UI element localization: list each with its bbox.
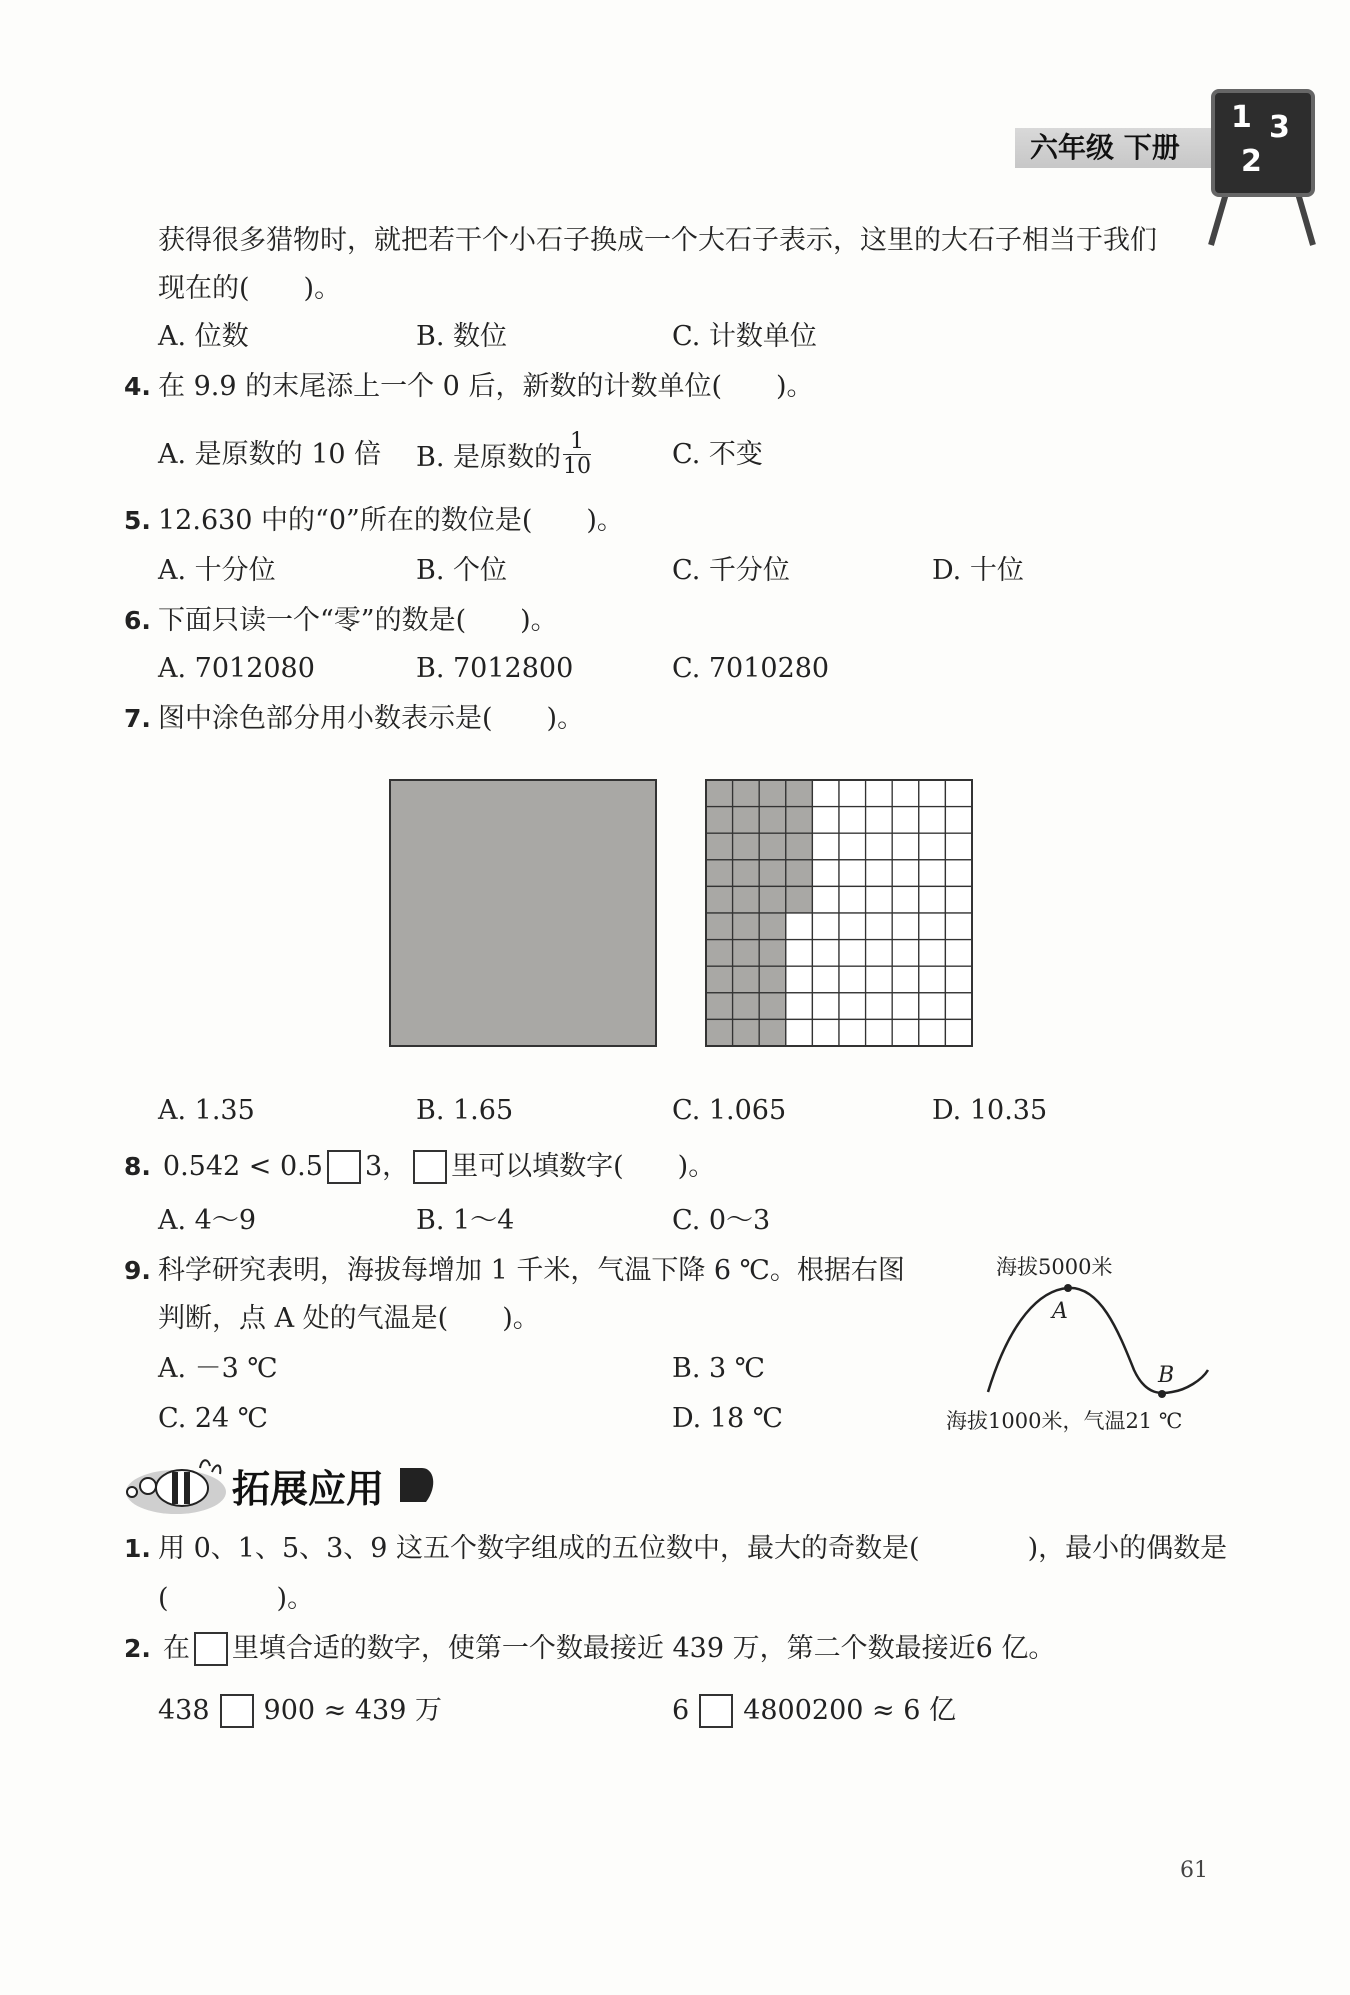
q7-figure (388, 778, 978, 1050)
grid-cell (892, 966, 919, 993)
grid-cell (866, 1019, 893, 1046)
grid-cell-shaded (706, 807, 733, 834)
altitude-figure (940, 1250, 1220, 1440)
q6-text: 下面只读一个“零”的数是( )。 (158, 605, 558, 636)
grid-cell (919, 860, 946, 887)
q4-option-b-text: B. 是原数的 (416, 441, 562, 473)
grid-cell-shaded (786, 807, 813, 834)
point-a-dot (1064, 1284, 1072, 1292)
grid-cell (812, 940, 839, 967)
grid-cell-shaded (759, 966, 786, 993)
grid-cell-shaded (759, 940, 786, 967)
grid-cell (786, 966, 813, 993)
q6-number: 6. (124, 606, 151, 635)
q8-option-b: B. 1～4 (416, 1205, 515, 1236)
grid-cell (892, 833, 919, 860)
mountain-curve (988, 1288, 1208, 1393)
e2-exp1-a: 438 (158, 1695, 210, 1726)
e1-number: 1. (124, 1534, 151, 1563)
q8-number: 8. (124, 1152, 151, 1181)
q3-line1: 获得很多猎物时，就把若干个小石子换成一个大石子表示，这里的大石子相当于我们 (158, 225, 1157, 256)
q5-option-d: D. 十位 (932, 555, 1024, 586)
grid-cell (866, 913, 893, 940)
grid-cell (945, 1019, 972, 1046)
grid-cell (839, 807, 866, 834)
section-title-tail (400, 1462, 440, 1510)
grid-cell (866, 940, 893, 967)
grid-cell (919, 993, 946, 1020)
grid-cell-shaded (706, 780, 733, 807)
grid-cell (812, 1019, 839, 1046)
grid-cell-shaded (706, 966, 733, 993)
grid-cell-shaded (786, 886, 813, 913)
grid-cell-shaded (759, 807, 786, 834)
fraction-denominator: 10 (563, 453, 592, 479)
hundred-grid (706, 780, 972, 1046)
grid-cell (866, 886, 893, 913)
logo-digit-3: 2 (1241, 144, 1262, 179)
e2-number: 2. (124, 1634, 151, 1663)
q3-option-a: A. 位数 (158, 321, 249, 352)
grid-cell (812, 886, 839, 913)
grid-cell (919, 807, 946, 834)
q5-option-c: C. 千分位 (672, 555, 790, 586)
grid-cell (945, 966, 972, 993)
grid-cell-shaded (733, 833, 760, 860)
grid-cell (945, 940, 972, 967)
q5-number: 5. (124, 506, 151, 535)
grid-cell-shaded (733, 966, 760, 993)
grid-cell-shaded (786, 833, 813, 860)
grade-label: 六年级 下册 (1030, 131, 1180, 164)
grid-cell (839, 886, 866, 913)
grid-cell-shaded (733, 993, 760, 1020)
whole-square (390, 780, 656, 1046)
e1-line2: ( )。 (158, 1583, 315, 1614)
q4-option-b (416, 420, 591, 488)
q8-part2: 3， (364, 1151, 410, 1182)
point-a-label: A (1052, 1299, 1068, 1324)
grid-cell-shaded (786, 780, 813, 807)
grid-cell (892, 993, 919, 1020)
grid-cell (892, 913, 919, 940)
grid-cell (786, 1019, 813, 1046)
e2-exp2-a: 6 (672, 1695, 690, 1726)
e2-exp2-b: 4800200 ≈ 6 亿 (743, 1695, 956, 1726)
grid-cell-shaded (733, 940, 760, 967)
grid-cell (866, 833, 893, 860)
q9-option-a: A. －3 ℃ (158, 1353, 278, 1384)
grid-cell (866, 966, 893, 993)
grid-cell (945, 807, 972, 834)
q8-part1: 0.542 < 0.5 (162, 1151, 323, 1182)
grid-cell (786, 913, 813, 940)
q6-option-c: C. 7010280 (672, 653, 830, 684)
q6-option-b: B. 7012800 (416, 653, 574, 684)
grid-cell (945, 780, 972, 807)
grid-cell-shaded (733, 780, 760, 807)
grid-cell (786, 993, 813, 1020)
grid-cell (945, 833, 972, 860)
e2-expression-2 (672, 1694, 956, 1728)
grid-cell (839, 1019, 866, 1046)
point-b-label: B (1158, 1363, 1175, 1388)
grid-cell-shaded (759, 860, 786, 887)
grid-cell (919, 966, 946, 993)
grid-cell (892, 860, 919, 887)
grid-cell (812, 780, 839, 807)
e2-text-b: 里填合适的数字，使第一个数最接近 439 万，第二个数最接近6 亿。 (231, 1633, 1056, 1664)
q8-option-c: C. 0～3 (672, 1205, 771, 1236)
q7-option-b: B. 1.65 (416, 1095, 514, 1126)
grid-cell (839, 966, 866, 993)
answer-box[interactable] (699, 1694, 733, 1728)
q7-option-c: C. 1.065 (672, 1095, 787, 1126)
grid-cell (812, 833, 839, 860)
grid-cell-shaded (706, 886, 733, 913)
grid-cell (919, 833, 946, 860)
q7-option-d: D. 10.35 (932, 1095, 1048, 1126)
q9-line1: 科学研究表明，海拔每增加 1 千米，气温下降 6 ℃。根据右图 (158, 1255, 905, 1286)
q8-line (124, 1150, 715, 1184)
e1-line1: 用 0、1、5、3、9 这五个数字组成的五位数中，最大的奇数是( )，最小的偶数是 (158, 1533, 1228, 1564)
grid-cell (945, 886, 972, 913)
q8-option-a: A. 4～9 (158, 1205, 257, 1236)
grid-cell-shaded (733, 886, 760, 913)
grid-cell-shaded (706, 1019, 733, 1046)
grid-cell (839, 993, 866, 1020)
q4-number: 4. (124, 372, 151, 401)
grid-cell-shaded (706, 860, 733, 887)
grid-cell (866, 807, 893, 834)
q4-option-c: C. 不变 (672, 439, 763, 470)
logo-digit-2: 3 (1269, 110, 1290, 145)
grid-cell (866, 780, 893, 807)
q5-text: 12.630 中的“0”所在的数位是( )。 (158, 505, 624, 536)
grid-cell (919, 913, 946, 940)
grid-cell-shaded (706, 940, 733, 967)
grid-cell (919, 780, 946, 807)
q8-part3: 里可以填数字( )。 (451, 1151, 716, 1182)
e2-text-a: 在 (162, 1633, 190, 1664)
point-b-dot (1158, 1390, 1166, 1398)
q5-option-a: A. 十分位 (158, 555, 276, 586)
grid-cell (839, 940, 866, 967)
q9-option-b: B. 3 ℃ (672, 1353, 765, 1384)
grid-cell-shaded (759, 993, 786, 1020)
chalkboard-logo (1205, 85, 1325, 255)
grid-cell (866, 993, 893, 1020)
grid-cell (892, 886, 919, 913)
e2-line (124, 1632, 1055, 1666)
q4-option-a: A. 是原数的 10 倍 (158, 439, 382, 470)
grid-cell-shaded (706, 993, 733, 1020)
q5-option-b: B. 个位 (416, 555, 508, 586)
answer-box[interactable] (220, 1694, 254, 1728)
q7-option-a: A. 1.35 (158, 1095, 255, 1126)
answer-box[interactable] (327, 1150, 361, 1184)
grid-cell (839, 860, 866, 887)
grid-cell-shaded (706, 833, 733, 860)
q6-option-a: A. 7012080 (158, 653, 315, 684)
grid-cell-shaded (733, 860, 760, 887)
grid-cell (919, 940, 946, 967)
q3-option-c: C. 计数单位 (672, 321, 817, 352)
grid-cell (945, 860, 972, 887)
grid-cell (812, 993, 839, 1020)
q7-text: 图中涂色部分用小数表示是( )。 (158, 703, 585, 734)
logo-digit-1: 1 (1231, 100, 1252, 135)
grid-cell (919, 886, 946, 913)
q3-line2: 现在的( )。 (158, 273, 342, 304)
answer-box[interactable] (194, 1632, 228, 1666)
grid-cell (866, 860, 893, 887)
grid-cell (839, 833, 866, 860)
q9-number: 9. (124, 1256, 151, 1285)
grid-cell (786, 940, 813, 967)
q9-line2: 判断，点 A 处的气温是( )。 (158, 1303, 540, 1334)
grid-cell-shaded (733, 1019, 760, 1046)
fraction (563, 430, 591, 479)
bottom-altitude-label: 海拔1000米，气温21 ℃ (946, 1409, 1183, 1433)
grid-cell-shaded (759, 913, 786, 940)
grid-cell-shaded (706, 913, 733, 940)
q7-number: 7. (124, 704, 151, 733)
grid-cell (945, 993, 972, 1020)
page-number: 61 (1180, 1858, 1208, 1883)
grid-cell (892, 940, 919, 967)
top-altitude-label: 海拔5000米 (996, 1255, 1113, 1279)
e2-expression-1 (158, 1694, 442, 1728)
fraction-numerator: 1 (570, 428, 585, 454)
grid-cell (812, 966, 839, 993)
grid-cell (812, 860, 839, 887)
grid-cell (892, 1019, 919, 1046)
grid-cell (892, 780, 919, 807)
q3-option-b: B. 数位 (416, 321, 508, 352)
grid-cell-shaded (759, 780, 786, 807)
grid-cell (812, 807, 839, 834)
e2-exp1-b: 900 ≈ 439 万 (263, 1695, 442, 1726)
q4-text: 在 9.9 的末尾添上一个 0 后，新数的计数单位( )。 (158, 371, 814, 402)
grid-cell (919, 1019, 946, 1046)
answer-box[interactable] (413, 1150, 447, 1184)
grid-cell (839, 913, 866, 940)
grid-cell (812, 913, 839, 940)
q9-option-d: D. 18 ℃ (672, 1403, 783, 1434)
grid-cell-shaded (733, 807, 760, 834)
grid-cell (945, 913, 972, 940)
grid-cell-shaded (759, 833, 786, 860)
grid-cell-shaded (733, 913, 760, 940)
section-title: 拓展应用 (232, 1467, 385, 1511)
grid-cell (892, 807, 919, 834)
grid-cell-shaded (759, 1019, 786, 1046)
grid-cell-shaded (759, 886, 786, 913)
grid-cell-shaded (786, 860, 813, 887)
grid-cell (839, 780, 866, 807)
bee-icon (122, 1452, 232, 1518)
q9-option-c: C. 24 ℃ (158, 1403, 269, 1434)
